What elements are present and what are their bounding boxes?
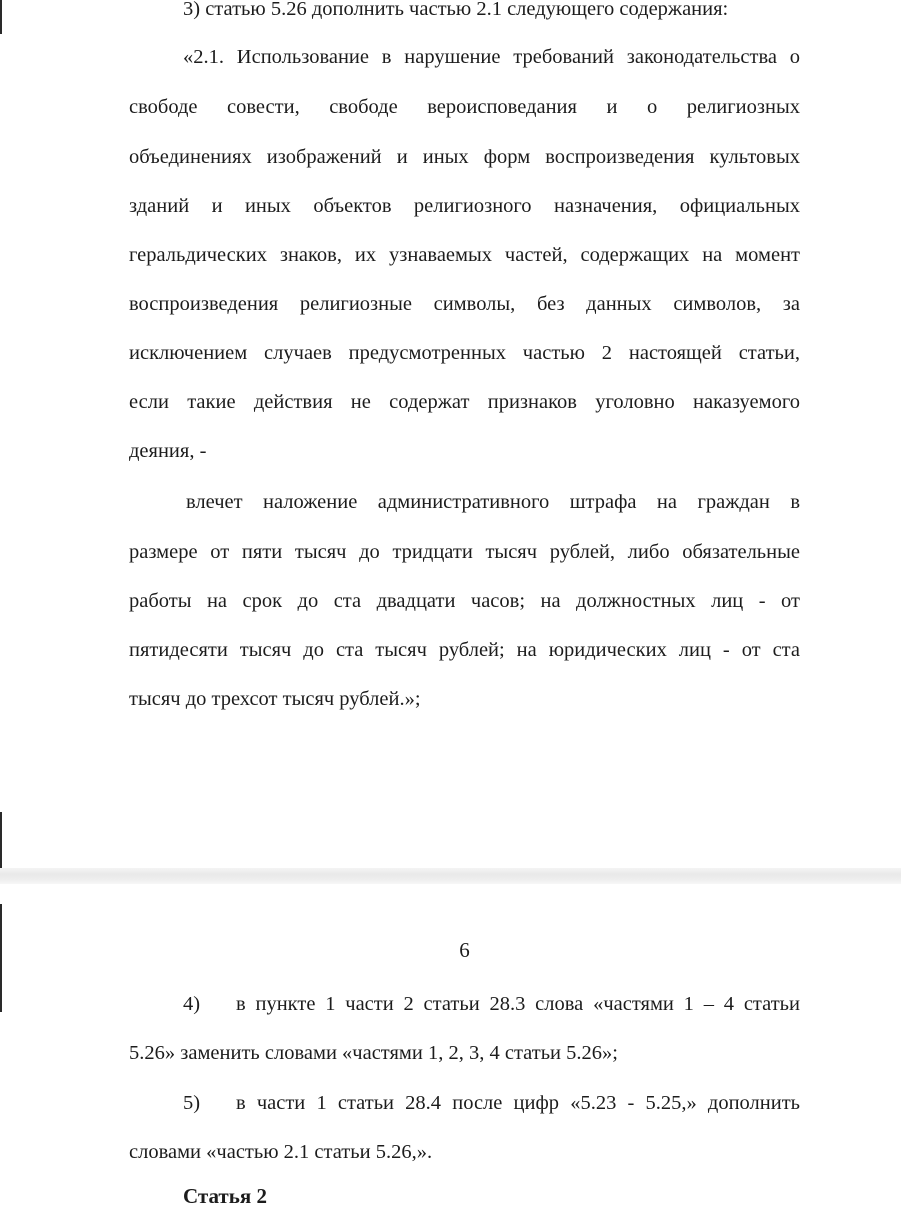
part-2-1-line: воспроизведения религиозные символы, без данных символов, за: [129, 293, 800, 315]
penalty-line: размере от пяти тысяч до тридцати тысяч рублей, либо обязательные: [129, 541, 800, 563]
part-2-1-line: объединениях изображений и иных форм воспроизведения культовых: [129, 146, 800, 168]
page-number: 6: [459, 938, 470, 962]
amendment-item-5-line: в части 1 статьи 28.4 после цифр «5.23 - 5.25,» дополнить: [236, 1092, 800, 1114]
penalty-line: работы на срок до ста двадцати часов; на должностных лиц - от: [129, 590, 800, 612]
penalty-line: пятидесяти тысяч до ста тысяч рублей; на юридических лиц - от ста: [129, 639, 800, 661]
part-2-1-line: зданий и иных объектов религиозного назначения, официальных: [129, 195, 800, 217]
amendment-item-3: 3) статью 5.26 дополнить частью 2.1 следующего содержания:: [183, 0, 729, 20]
amendment-item-4-number: 4): [183, 993, 201, 1015]
part-2-1-line: «2.1. Использование в нарушение требований законодательства о: [183, 46, 800, 68]
page-break: [0, 868, 901, 884]
amendment-item-4-line: в пункте 1 части 2 статьи 28.3 слова «частями 1 – 4 статьи: [236, 993, 800, 1015]
amendment-item-5-number: 5): [183, 1092, 201, 1114]
penalty-line: влечет наложение административного штрафа на граждан в: [186, 491, 800, 513]
amendment-item-4-line: 5.26» заменить словами «частями 1, 2, 3, 4 статьи 5.26»;: [129, 1042, 618, 1064]
scan-edge-mark: [0, 0, 2, 34]
part-2-1-line: исключением случаев предусмотренных частью 2 настоящей статьи,: [129, 342, 800, 364]
part-2-1-line: деяния, -: [129, 440, 207, 462]
scan-edge-mark: [0, 812, 2, 868]
part-2-1-line: свободе совести, свободе вероисповедания и о религиозных: [129, 96, 800, 118]
part-2-1-line: геральдических знаков, их узнаваемых частей, содержащих на момент: [129, 244, 800, 266]
amendment-item-5-line: словами «частью 2.1 статьи 5.26,».: [129, 1141, 433, 1163]
part-2-1-line: если такие действия не содержат признаков уголовно наказуемого: [129, 391, 800, 413]
article-heading: Статья 2: [183, 1184, 267, 1208]
document-page-6: [0, 884, 901, 1208]
penalty-line: тысяч до трехсот тысяч рублей.»;: [129, 688, 421, 710]
